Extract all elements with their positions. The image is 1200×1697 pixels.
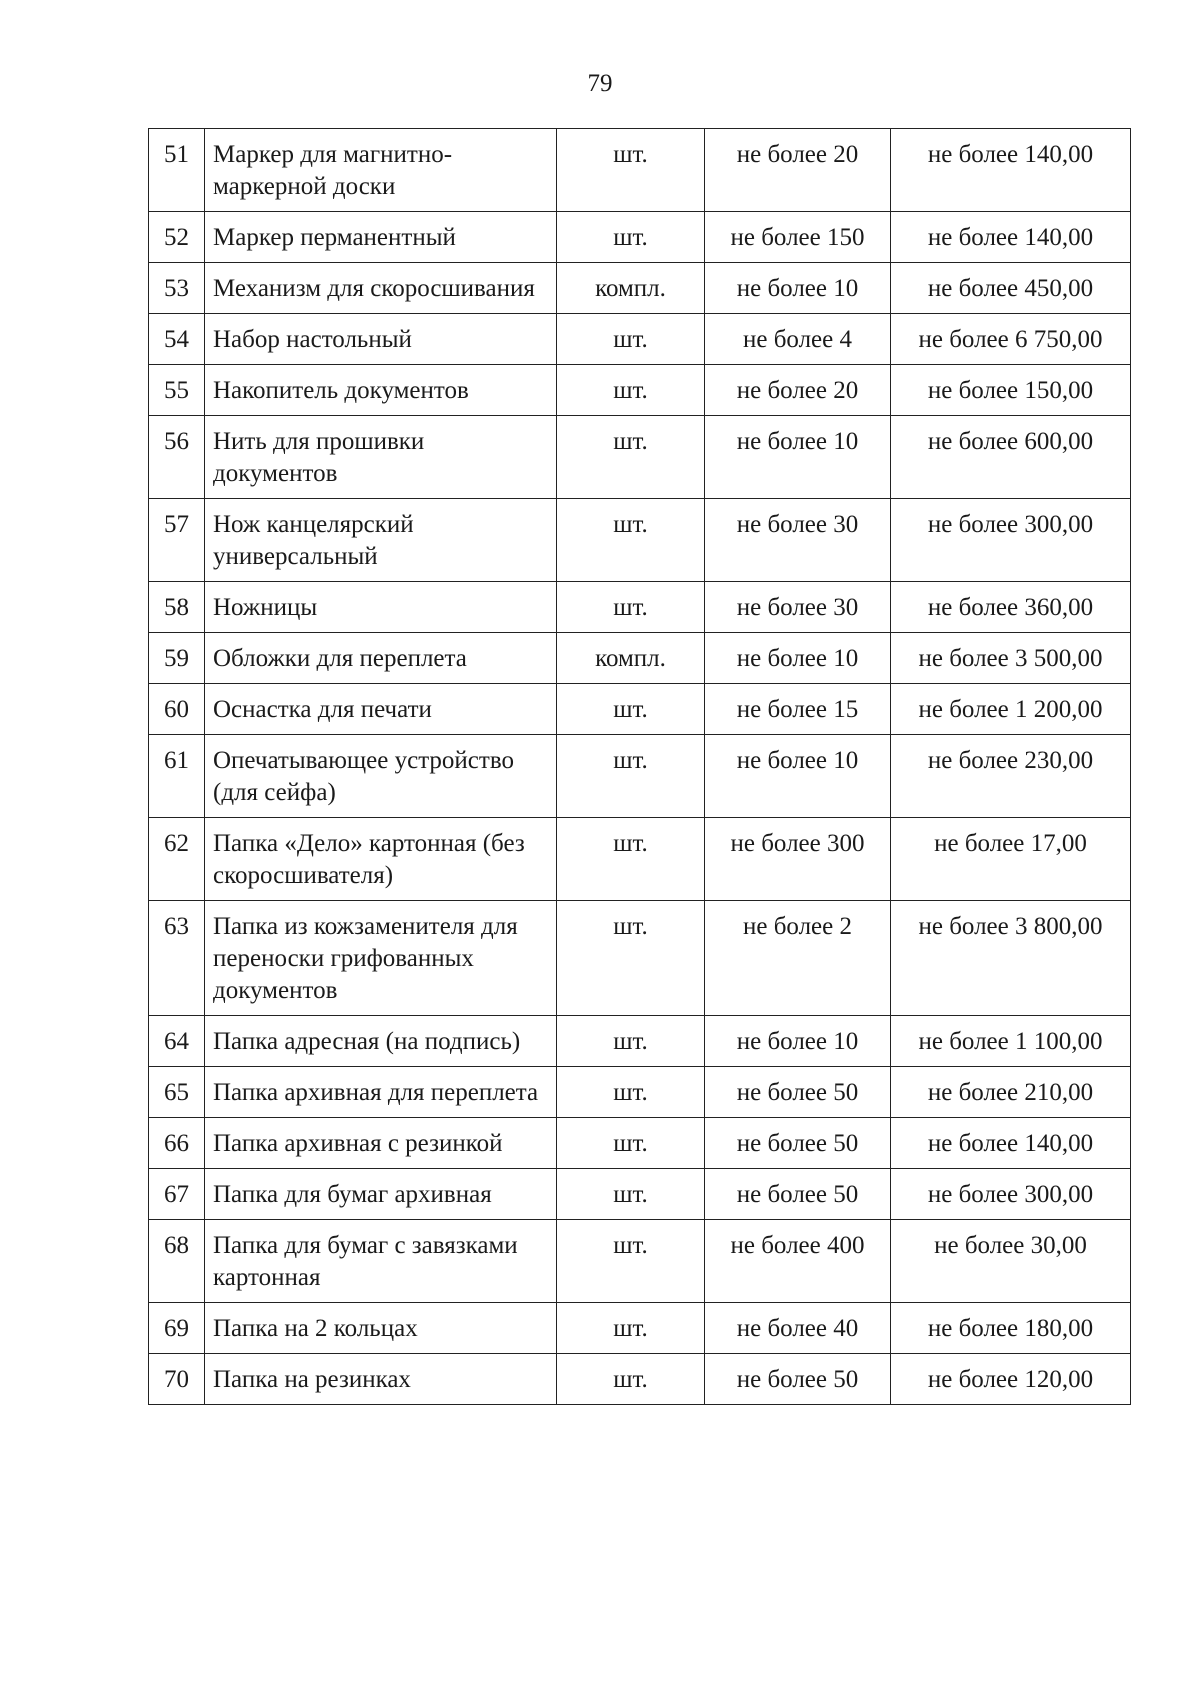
item-name: Накопитель документов (205, 365, 557, 416)
item-unit: шт. (557, 901, 705, 1016)
item-quantity: не более 2 (705, 901, 891, 1016)
item-quantity: не более 30 (705, 499, 891, 582)
item-name: Папка на 2 кольцах (205, 1303, 557, 1354)
item-name: Набор настольный (205, 314, 557, 365)
item-price: не более 17,00 (891, 818, 1131, 901)
item-unit: шт. (557, 365, 705, 416)
item-quantity: не более 10 (705, 416, 891, 499)
row-number: 61 (149, 735, 205, 818)
item-unit: шт. (557, 582, 705, 633)
item-unit: шт. (557, 684, 705, 735)
item-quantity: не более 30 (705, 582, 891, 633)
item-quantity: не более 15 (705, 684, 891, 735)
item-unit: шт. (557, 1303, 705, 1354)
item-name: Ножницы (205, 582, 557, 633)
row-number: 57 (149, 499, 205, 582)
item-quantity: не более 50 (705, 1067, 891, 1118)
item-name: Папка «Дело» картонная (без скоросшивателя) (205, 818, 557, 901)
item-quantity: не более 150 (705, 212, 891, 263)
item-price: не более 6 750,00 (891, 314, 1131, 365)
row-number: 65 (149, 1067, 205, 1118)
item-price: не более 210,00 (891, 1067, 1131, 1118)
item-name: Папка из кожзаменителя для переноски грифованных документов (205, 901, 557, 1016)
table-row (149, 499, 1131, 582)
item-unit: шт. (557, 499, 705, 582)
item-name: Механизм для скоросшивания (205, 263, 557, 314)
item-price: не более 3 500,00 (891, 633, 1131, 684)
table-row (149, 314, 1131, 365)
item-quantity: не более 50 (705, 1354, 891, 1405)
item-unit: шт. (557, 416, 705, 499)
item-price: не более 180,00 (891, 1303, 1131, 1354)
table-row (149, 1169, 1131, 1220)
item-quantity: не более 300 (705, 818, 891, 901)
item-unit: шт. (557, 1118, 705, 1169)
item-unit: компл. (557, 263, 705, 314)
item-unit: шт. (557, 1354, 705, 1405)
table-row (149, 735, 1131, 818)
item-price: не более 230,00 (891, 735, 1131, 818)
item-price: не более 360,00 (891, 582, 1131, 633)
row-number: 63 (149, 901, 205, 1016)
item-quantity: не более 10 (705, 1016, 891, 1067)
item-quantity: не более 40 (705, 1303, 891, 1354)
item-price: не более 120,00 (891, 1354, 1131, 1405)
item-price: не более 30,00 (891, 1220, 1131, 1303)
item-unit: шт. (557, 129, 705, 212)
table-row (149, 129, 1131, 212)
item-quantity: не более 4 (705, 314, 891, 365)
table-row (149, 212, 1131, 263)
item-unit: шт. (557, 1169, 705, 1220)
item-unit: шт. (557, 818, 705, 901)
table-row (149, 1118, 1131, 1169)
row-number: 59 (149, 633, 205, 684)
items-table (148, 128, 1131, 1405)
item-quantity: не более 20 (705, 365, 891, 416)
item-name: Папка на резинках (205, 1354, 557, 1405)
table-row (149, 1220, 1131, 1303)
item-unit: шт. (557, 735, 705, 818)
page-number: 79 (587, 70, 613, 97)
row-number: 56 (149, 416, 205, 499)
row-number: 51 (149, 129, 205, 212)
item-price: не более 300,00 (891, 1169, 1131, 1220)
item-price: не более 140,00 (891, 212, 1131, 263)
item-name: Нож канцелярский универсальный (205, 499, 557, 582)
table-row (149, 365, 1131, 416)
item-name: Оснастка для печати (205, 684, 557, 735)
item-unit: шт. (557, 1067, 705, 1118)
row-number: 54 (149, 314, 205, 365)
table-row (149, 818, 1131, 901)
item-price: не более 3 800,00 (891, 901, 1131, 1016)
table-row (149, 263, 1131, 314)
table-row (149, 582, 1131, 633)
row-number: 69 (149, 1303, 205, 1354)
row-number: 60 (149, 684, 205, 735)
item-price: не более 150,00 (891, 365, 1131, 416)
item-quantity: не более 10 (705, 633, 891, 684)
row-number: 64 (149, 1016, 205, 1067)
table-row (149, 1303, 1131, 1354)
item-name: Маркер для магнитно-маркерной доски (205, 129, 557, 212)
item-quantity: не более 400 (705, 1220, 891, 1303)
row-number: 52 (149, 212, 205, 263)
item-name: Папка архивная с резинкой (205, 1118, 557, 1169)
item-quantity: не более 50 (705, 1169, 891, 1220)
table-row (149, 684, 1131, 735)
row-number: 62 (149, 818, 205, 901)
item-quantity: не более 10 (705, 735, 891, 818)
item-price: не более 140,00 (891, 1118, 1131, 1169)
table-row (149, 1067, 1131, 1118)
table-row (149, 633, 1131, 684)
item-price: не более 450,00 (891, 263, 1131, 314)
item-unit: шт. (557, 314, 705, 365)
item-quantity: не более 20 (705, 129, 891, 212)
table-row (149, 901, 1131, 1016)
row-number: 68 (149, 1220, 205, 1303)
item-name: Маркер перманентный (205, 212, 557, 263)
item-name: Папка для бумаг с завязками картонная (205, 1220, 557, 1303)
item-name: Папка адресная (на подпись) (205, 1016, 557, 1067)
row-number: 58 (149, 582, 205, 633)
item-unit: шт. (557, 1016, 705, 1067)
item-name: Обложки для переплета (205, 633, 557, 684)
table-row (149, 1354, 1131, 1405)
item-name: Нить для прошивки документов (205, 416, 557, 499)
row-number: 53 (149, 263, 205, 314)
item-price: не более 140,00 (891, 129, 1131, 212)
item-quantity: не более 10 (705, 263, 891, 314)
item-name: Опечатывающее устройство (для сейфа) (205, 735, 557, 818)
table-row (149, 416, 1131, 499)
row-number: 66 (149, 1118, 205, 1169)
item-unit: шт. (557, 212, 705, 263)
table-row (149, 1016, 1131, 1067)
item-price: не более 1 200,00 (891, 684, 1131, 735)
item-unit: шт. (557, 1220, 705, 1303)
item-name: Папка для бумаг архивная (205, 1169, 557, 1220)
row-number: 70 (149, 1354, 205, 1405)
item-price: не более 1 100,00 (891, 1016, 1131, 1067)
item-price: не более 600,00 (891, 416, 1131, 499)
row-number: 67 (149, 1169, 205, 1220)
item-name: Папка архивная для переплета (205, 1067, 557, 1118)
row-number: 55 (149, 365, 205, 416)
item-quantity: не более 50 (705, 1118, 891, 1169)
item-price: не более 300,00 (891, 499, 1131, 582)
item-unit: компл. (557, 633, 705, 684)
